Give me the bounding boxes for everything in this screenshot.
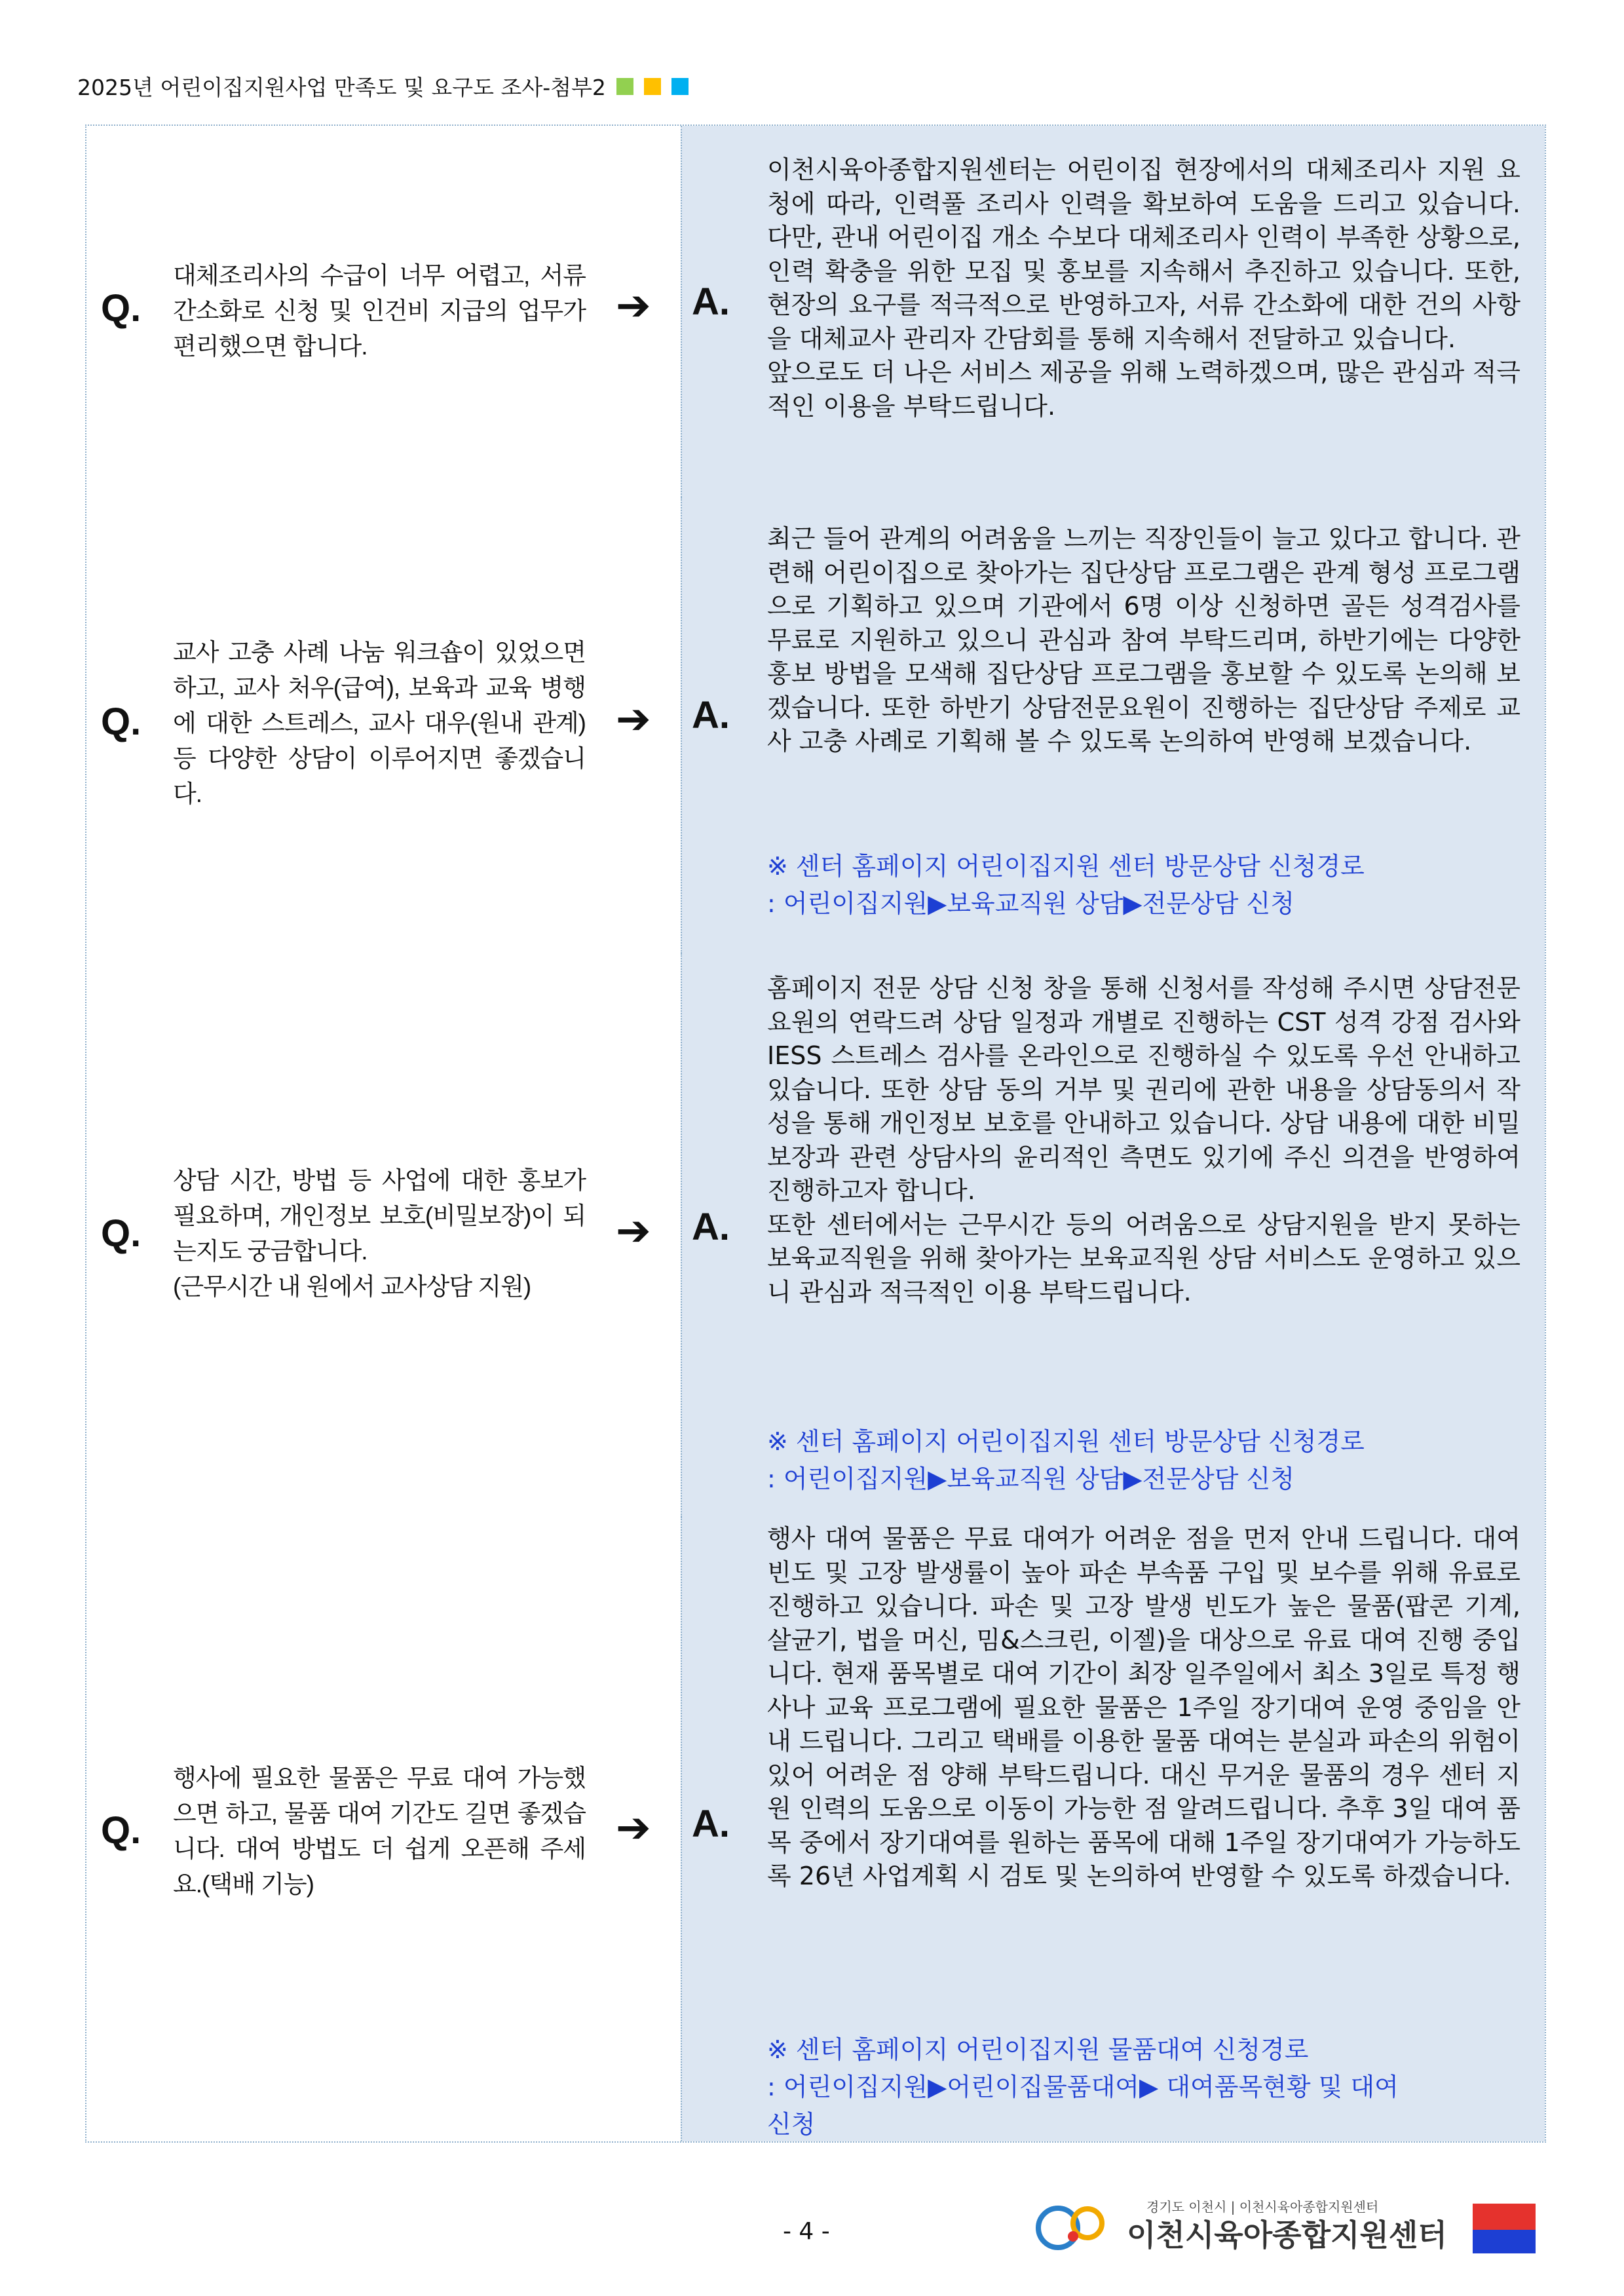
green-square-icon (616, 78, 633, 95)
question-text: 교사 고충 사례 나눔 워크숍이 있었으면 하고, 교사 처우(급여), 보육과 교육 병행에 대한 스트레스, 교사 대우(원내 관계) 등 다양한 상담이 이루어지면 좋겠습니다. (173, 639, 586, 807)
question-text: 행사에 필요한 물품은 무료 대여 가능했으면 하고, 물품 대여 기간도 길면 좋겠습니다. 대여 방법도 더 쉽게 오픈해 주세요.(택배 기능) (173, 1765, 586, 1898)
q-label: Q. (101, 1809, 142, 1852)
center-logo (1022, 2192, 1546, 2257)
qa-row-3 (86, 953, 1545, 1517)
header-title: 2025년 어린이집지원사업 만족도 및 요구도 조사-첨부2 (77, 75, 606, 100)
arrow-right-icon: ➔ (616, 282, 651, 330)
page-number: - 4 - (783, 2218, 830, 2245)
question-text: 상담 시간, 방법 등 사업에 대한 홍보가 필요하며, 개인정보 보호(비밀보장)이 되는지도 궁금합니다. (근무시간 내 원에서 교사상담 지원) (173, 1167, 586, 1300)
logo-swirl-icon (1038, 2208, 1102, 2248)
question-cell (86, 497, 681, 953)
answer-cell (681, 1517, 1545, 2141)
question-text: 대체조리사의 수급이 너무 어렵고, 서류 간소화로 신청 및 인건비 지급의 업무가 편리했으면 합니다. (173, 262, 586, 360)
q-label: Q. (101, 700, 142, 743)
question-cell (86, 126, 681, 497)
logo-name-text: 이천시육아종합지원센터 (1127, 2217, 1447, 2253)
page-header (77, 71, 689, 102)
qa-table (85, 124, 1546, 2143)
a-label: A. (692, 694, 730, 737)
arrow-right-icon: ➔ (616, 1804, 651, 1852)
badge-icon (1473, 2204, 1536, 2253)
qa-row-2 (86, 497, 1545, 953)
application-route-note: ※ 센터 홈페이지 어린이집지원 센터 방문상담 신청경로 : 어린이집지원▶보육교직원 상담▶전문상담 신청 (767, 852, 1365, 918)
a-label: A. (692, 1206, 730, 1248)
qa-row-1 (86, 126, 1545, 497)
answer-cell (681, 497, 1545, 953)
qa-row-4 (86, 1517, 1545, 2141)
logo-small-text: 경기도 이천시 | 이천시육아종합지원센터 (1146, 2199, 1379, 2215)
answer-text: 행사 대여 물품은 무료 대여가 어려운 점을 먼저 안내 드립니다. 대여 빈도 및 고장 발생률이 높아 파손 부속품 구입 및 보수를 위해 유료로 진행하고 있습니다. 파손 및 고장 발생 빈도가 높은 물품(팝콘 기계, 살균기, 법을 머신, 밈&스크린, 이젤)을 대상으로 유료 대여 진행 중입니다. 현재 품목별로 대여 기간이 최장 일주일에서 최소 3일로 특정 행사나 교육 프로그램에 필요한 물품은 1주일 장기대여 운영 중임을 안내 드립니다. 그리고 택배를 이용한 물품 대여는 분실과 파손의 위험이 있어 어려운 점 양해 부탁드립니다. 대신 무거운 물품의 경우 센터 지원 인력의 도움으로 이동이 가능한 점 알려드립니다. 추후 3일 대여 품목 중에서 장기대여를 원하는 품목에 대해 1주일 장기대여가 가능하도록 26년 사업계획 시 검토 및 논의하여 반영할 수 있도록 하겠습니다. (767, 1524, 1520, 1890)
answer-cell (681, 126, 1545, 497)
arrow-right-icon: ➔ (616, 695, 651, 744)
arrow-right-icon: ➔ (616, 1207, 651, 1255)
question-cell (86, 953, 681, 1517)
rental-route-note: ※ 센터 홈페이지 어린이집지원 물품대여 신청경로 : 어린이집지원▶어린이집물품대여▶ 대여품목현황 및 대여 신청 (767, 2035, 1399, 2139)
answer-text: 최근 들어 관계의 어려움을 느끼는 직장인들이 늘고 있다고 합니다. 관련해 어린이집으로 찾아가는 집단상담 프로그램은 관계 형성 프로그램으로 기획하고 있으며 기관에서 6명 이상 신청하면 골든 성격검사를 무료로 지원하고 있으니 관심과 참여 부탁드리며, 하반기에는 다양한 홍보 방법을 모색해 집단상담 프로그램을 홍보할 수 있도록 논의해 보겠습니다. 또한 하반기 상담전문요원이 진행하는 집단상담 주제로 교사 고충 사례로 기획해 볼 수 있도록 논의하여 반영해 보겠습니다. (767, 524, 1520, 756)
q-label: Q. (101, 287, 142, 330)
answer-text: 홈페이지 전문 상담 신청 창을 통해 신청서를 작성해 주시면 상담전문요원의 연락드려 상담 일정과 개별로 진행하는 CST 성격 강점 검사와 IESS 스트레스 검사를 온라인으로 진행하실 수 있도록 우선 안내하고 있습니다. 또한 상담 동의 거부 및 권리에 관한 내용을 상담동의서 작성을 통해 개인정보 보호를 안내하고 있습니다. 상담 내용에 대한 비밀보장과 관련 상담사의 윤리적인 측면도 있기에 주신 의견을 반영하여 진행하고자 합니다. 또한 센터에서는 근무시간 등의 어려움으로 상담지원을 받지 못하는 보육교직원을 위해 찾아가는 보육교직원 상담 서비스도 운영하고 있으니 관심과 적극적인 이용 부탁드립니다. (767, 974, 1520, 1307)
blue-square-icon (671, 78, 689, 95)
answer-text: 이천시육아종합지원센터는 어린이집 현장에서의 대체조리사 지원 요청에 따라, 인력풀 조리사 인력을 확보하여 도움을 드리고 있습니다. 다만, 관내 어린이집 개소 수보다 대체조리사 인력이 부족한 상황으로, 인력 확충을 위한 모집 및 홍보를 지속해서 추진하고 있습니다. 또한, 현장의 요구를 적극적으로 반영하고자, 서류 간소화에 대한 건의 사항을 대체교사 관리자 간담회를 통해 지속해서 전달하고 있습니다. 앞으로도 더 나은 서비스 제공을 위해 노력하겠으며, 많은 관심과 적극적인 이용을 부탁드립니다. (767, 155, 1520, 421)
question-cell (86, 1517, 681, 2141)
application-route-note: ※ 센터 홈페이지 어린이집지원 센터 방문상담 신청경로 : 어린이집지원▶보육교직원 상담▶전문상담 신청 (767, 1427, 1365, 1493)
a-label: A. (692, 1803, 730, 1845)
q-label: Q. (101, 1212, 142, 1255)
answer-cell (681, 953, 1545, 1517)
orange-square-icon (644, 78, 661, 95)
a-label: A. (692, 280, 730, 323)
